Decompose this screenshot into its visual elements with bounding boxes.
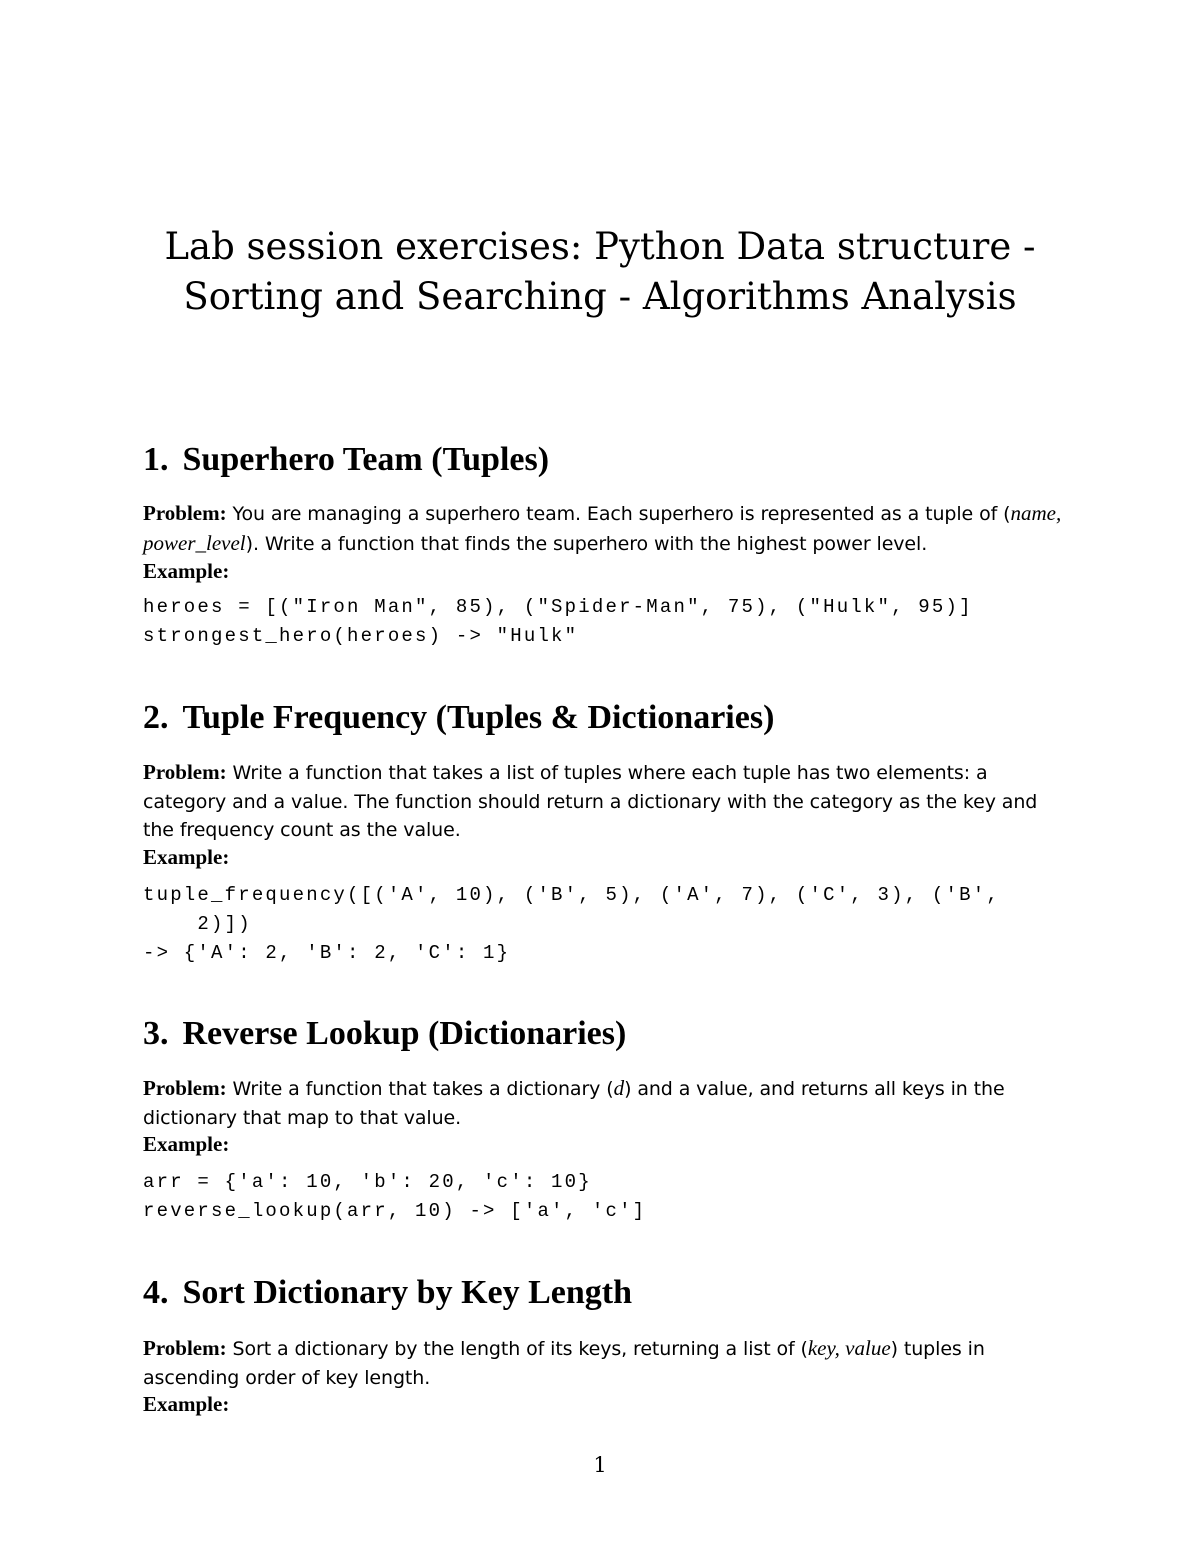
problem-text: ). Write a function that finds the superhero with the highest power level.: [245, 532, 928, 555]
section-title: Reverse Lookup (Dictionaries): [182, 1015, 627, 1052]
section-3-code: arr = {'a': 10, 'b': 20, 'c': 10} reverse_lookup(arr, 10) -> ['a', 'c']: [143, 1171, 647, 1222]
section-4-heading: [143, 1273, 632, 1313]
document-title: Lab session exercises: Python Data structure - Sorting and Searching - Algorithms Analysis: [164, 225, 1036, 318]
problem-text: Write a function that takes a list of tuples where each tuple has two elements: a category and a value. The function should return a dictionary with the category as the key and the frequency count as the value.: [143, 762, 1038, 841]
page-number: 1: [593, 1453, 607, 1477]
section-4-problem: [143, 1334, 1063, 1392]
section-4-example-label: Example:: [143, 1392, 230, 1416]
section-3-example-label: Example:: [143, 1132, 230, 1156]
problem-math: key, value: [807, 1336, 891, 1360]
problem-text: ) and a value, and returns all keys in the dictionary that map to that value.: [143, 1078, 1005, 1129]
section-number: 4.: [143, 1274, 169, 1311]
section-2-heading: [143, 698, 774, 738]
section-title: Tuple Frequency (Tuples & Dictionaries): [182, 699, 775, 736]
section-1-problem: [143, 499, 1063, 558]
section-1-heading: [143, 440, 549, 480]
problem-label: Problem:: [143, 501, 227, 525]
problem-label: Problem:: [143, 1076, 227, 1100]
section-title: Sort Dictionary by Key Length: [182, 1274, 633, 1311]
problem-text: You are managing a superhero team. Each superhero is represented as a tuple of (: [226, 503, 1011, 525]
section-3-heading: [143, 1014, 626, 1054]
section-number: 1.: [143, 441, 169, 478]
problem-math: name, power_level: [143, 501, 1062, 555]
problem-text: ) tuples in ascending order of key length.: [143, 1338, 985, 1389]
section-3-problem: [143, 1074, 1063, 1132]
problem-label: Problem:: [143, 1336, 227, 1360]
section-number: 2.: [143, 699, 169, 736]
problem-text: Sort a dictionary by the length of its keys, returning a list of (: [226, 1338, 808, 1360]
problem-math: d: [613, 1076, 625, 1100]
problem-text: Write a function that takes a dictionary (: [226, 1078, 614, 1100]
problem-label: Problem:: [143, 760, 227, 784]
section-2-problem: [143, 758, 1063, 845]
section-1-example-label: Example:: [143, 559, 230, 583]
section-1-code: heroes = [("Iron Man", 85), ("Spider-Man", 75), ("Hulk", 95)] strongest_hero(heroes) -> "Hulk": [143, 596, 973, 647]
section-2-code: tuple_frequency([('A', 10), ('B', 5), ('A', 7), ('C', 3), ('B', 2)]) -> {'A': 2, 'B': 2, 'C': 1}: [143, 884, 1000, 964]
section-title: Superhero Team (Tuples): [182, 441, 550, 478]
section-2-example-label: Example:: [143, 845, 230, 869]
section-number: 3.: [143, 1015, 169, 1052]
